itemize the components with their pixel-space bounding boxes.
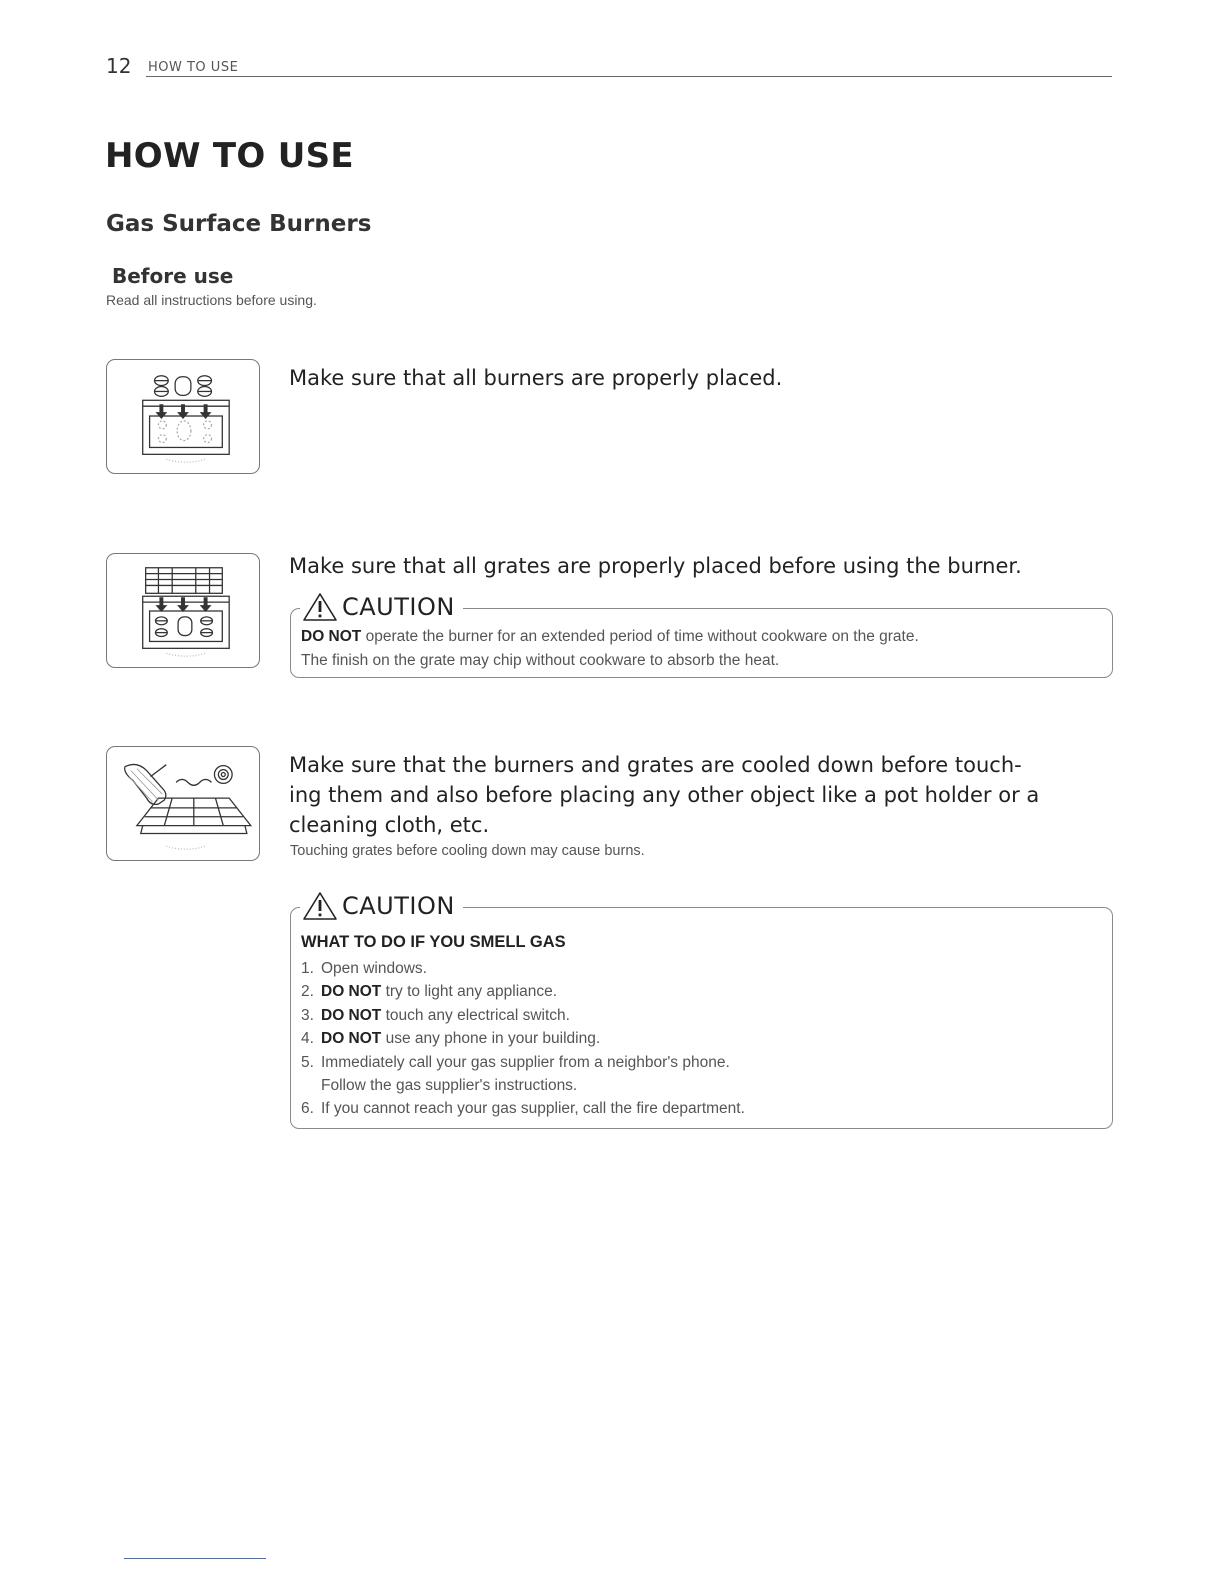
- step-heading-line: Make sure that the burners and grates are cooled down before touch-: [289, 753, 1022, 777]
- caution-text: operate the burner for an extended period of time without cookware on the grate.: [361, 628, 919, 645]
- emphasis-text: DO NOT: [321, 983, 382, 1001]
- emphasis-text: DO NOT: [301, 628, 362, 645]
- grates-placement-illustration: [106, 553, 260, 668]
- caution-line: [301, 649, 779, 672]
- caution-subtitle: WHAT TO DO IF YOU SMELL GAS: [301, 933, 566, 951]
- warning-triangle-icon: [302, 592, 338, 622]
- page-title: HOW TO USE: [105, 136, 354, 176]
- list-item: [301, 957, 745, 980]
- hot-grates-illustration: [106, 746, 260, 861]
- list-text: Open windows.: [321, 960, 427, 977]
- list-item: [301, 1074, 745, 1097]
- section-title: Gas Surface Burners: [106, 211, 372, 237]
- list-number: 2.: [301, 983, 314, 1001]
- gas-instructions-list: [301, 957, 745, 1121]
- caution-label: CAUTION: [342, 892, 455, 920]
- emphasis-text: DO NOT: [321, 1006, 382, 1024]
- subsection-note: Read all instructions before using.: [106, 292, 317, 308]
- caution-box-gas: [290, 907, 1113, 1129]
- list-item: [301, 1004, 745, 1027]
- caution-label: CAUTION: [342, 593, 455, 621]
- step-note-burns: Touching grates before cooling down may cause burns.: [290, 843, 645, 859]
- list-number: 1.: [301, 960, 314, 977]
- list-text: Follow the gas supplier's instructions.: [321, 1077, 578, 1095]
- subsection-title: Before use: [112, 264, 234, 288]
- page-number: 12: [106, 54, 132, 78]
- list-item: [301, 1051, 745, 1074]
- warning-triangle-icon: [302, 891, 338, 921]
- list-item: [301, 1097, 745, 1120]
- burners-placement-illustration: [106, 359, 260, 474]
- step-heading-grates: Make sure that all grates are properly placed before using the burner.: [289, 554, 1022, 578]
- caution-line: [301, 625, 919, 648]
- list-item: [301, 1027, 745, 1050]
- list-number: 4.: [301, 1030, 314, 1048]
- list-text: try to light any appliance.: [381, 983, 558, 1001]
- step-heading-line: cleaning cloth, etc.: [289, 813, 490, 837]
- footer-divider: [124, 1558, 266, 1559]
- header-divider: [146, 76, 1112, 77]
- list-text: Immediately call your gas supplier from a neighbor's phone.: [321, 1053, 730, 1071]
- running-header-title: HOW TO USE: [148, 60, 239, 75]
- list-text: use any phone in your building.: [381, 1030, 601, 1048]
- caution-header: [300, 592, 463, 622]
- list-text: If you cannot reach your gas supplier, call the fire department.: [321, 1100, 745, 1118]
- caution-text: The finish on the grate may chip without cookware to absorb the heat.: [301, 652, 780, 669]
- step-heading-cooling: [289, 750, 1099, 840]
- emphasis-text: DO NOT: [321, 1030, 382, 1048]
- step-heading-line: ing them and also before placing any other object like a pot holder or a: [289, 783, 1040, 807]
- list-item: [301, 980, 745, 1003]
- list-number: 3.: [301, 1006, 314, 1024]
- list-text: touch any electrical switch.: [381, 1006, 570, 1024]
- list-number: 6.: [301, 1100, 314, 1118]
- caution-header: [300, 891, 463, 921]
- step-heading-burners: Make sure that all burners are properly placed.: [289, 366, 783, 390]
- list-number: 5.: [301, 1053, 314, 1071]
